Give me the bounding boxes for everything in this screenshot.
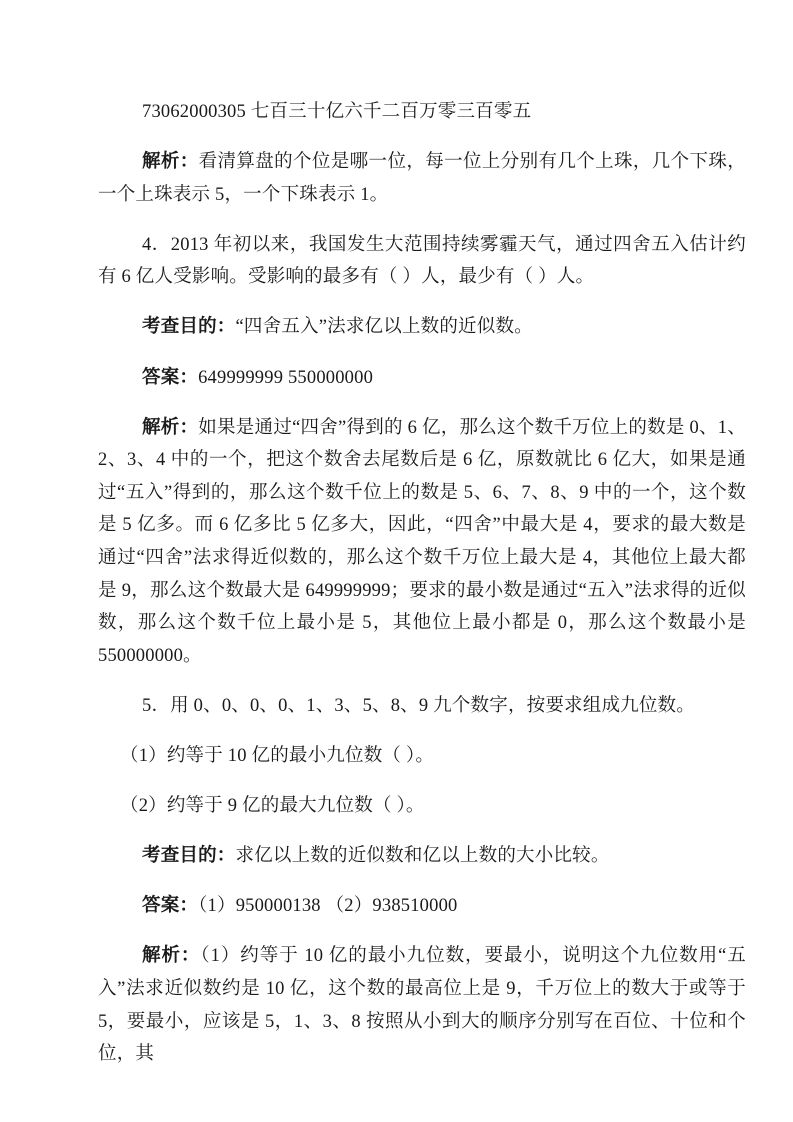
paragraph-text: 看清算盘的个位是哪一位，每一位上分别有几个上珠，几个下珠，一个上珠表示 5，一个下珠表示 1。 [98,152,746,205]
exam-purpose-label: 考查目的： [142,846,236,867]
paragraph-text: （1）约等于 10 亿的最小九位数（ ）。 [120,746,435,766]
answer-label: 答案： [142,896,199,917]
paragraph-text: 求亿以上数的近似数和亿以上数的大小比较。 [235,846,610,867]
answer-label: 答案： [142,367,199,388]
paragraph-text: （2）约等于 9 亿的最大九位数（ ）。 [120,796,425,817]
paragraph-text: 4．2013 年初以来，我国发生大范围持续雾霾天气，通过四舍五入估计约有 6 亿人受影响。受影响的最多有（ ）人，最少有（ ）人。 [98,234,746,288]
question-5-part-2 [98,790,746,823]
paragraph-text: 649999999 550000000 [198,367,374,388]
question-4 [98,229,746,294]
answer-question-5 [98,890,746,923]
exam-purpose-question-5 [98,840,746,873]
exam-purpose-question-4 [98,311,746,344]
analysis-question-5 [98,940,746,1070]
question-5 [98,690,746,723]
question-5-part-1 [98,740,746,773]
analysis-abacus-question [98,146,746,211]
paragraph-text: 5．用 0、0、0、0、1、3、5、8、9 九个数字，按要求组成九位数。 [142,695,695,716]
paragraph-text: 73062000305 七百三十亿六千二百万零三百零五 [142,102,532,122]
paragraph-text: （1）约等于 10 亿的最小九位数，要最小，说明这个九位数用“五入”法求近似数约是 10 亿，这个数的最高位上是 9，千万位上的数大于或等于 5，要最小，应该是 5，1、3、8 按照从小到大的顺序分别写在百位、十位和个位，其 [98,946,746,1065]
answer-question-4 [98,362,746,395]
number-reading-line [98,96,746,129]
paragraph-text: “四舍五入”法求亿以上数的近似数。 [235,317,533,338]
analysis-label: 解析： [142,152,199,173]
analysis-label: 解析： [142,417,199,438]
analysis-question-4 [98,412,746,673]
exam-purpose-label: 考查目的： [142,317,236,338]
paragraph-text: 如果是通过“四舍”得到的 6 亿，那么这个数千万位上的数是 0、1、2、3、4 中的一个，把这个数舍去尾数后是 6 亿，原数就比 6 亿大，如果是通过“五入”得到的，那么这个数千位上的数是 5、6、7、8、9 中的一个，这个数是 5 亿多。而 6 亿多比 5 亿多大，因此，“四舍”中最大是 4，要求的最大数是通过“四舍”法求得近似数的，那么这个数千万位上最大是 4，其他位上最大都是 9，那么这个数最大是 649999999；要求的最小数是通过“五入”法求得的近似数，那么这个数千位上最小是 5，其他位上最小都是 0，那么这个数最小是 550000000。 [98,417,746,666]
paragraph-text: （1）950000138 （2）938510000 [198,896,458,917]
analysis-label: 解析： [142,946,201,967]
